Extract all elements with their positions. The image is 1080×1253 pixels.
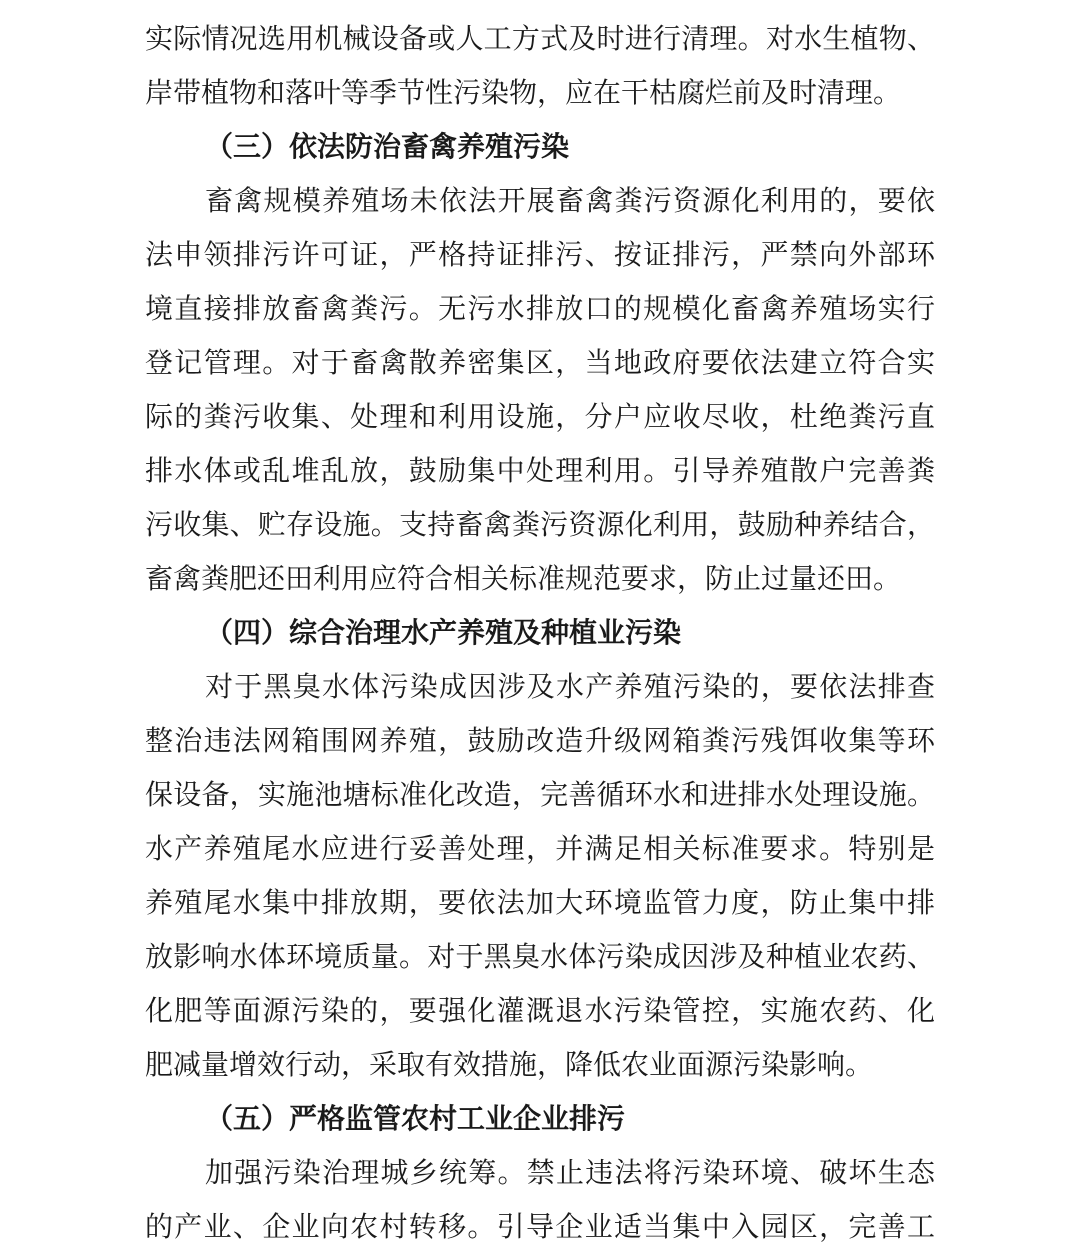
text-line: 加强污染治理城乡统筹。禁止违法将污染环境、破坏生态 <box>205 1158 935 1189</box>
text-line: 际的粪污收集、处理和利用设施，分户应收尽收，杜绝粪污直 <box>145 402 935 433</box>
text-line: 岸带植物和落叶等季节性污染物，应在干枯腐烂前及时清理。 <box>145 78 902 109</box>
text-line: 畜禽规模养殖场未依法开展畜禽粪污资源化利用的，要依 <box>205 186 935 217</box>
text-line: 畜禽粪肥还田利用应符合相关标准规范要求，防止过量还田。 <box>145 564 902 595</box>
text-line: 境直接排放畜禽粪污。无污水排放口的规模化畜禽养殖场实行 <box>145 294 935 325</box>
paragraph <box>145 661 935 1093</box>
text-line: 登记管理。对于畜禽散养密集区，当地政府要依法建立符合实 <box>145 348 935 379</box>
text-line: 排水体或乱堆乱放，鼓励集中处理利用。引导养殖散户完善粪 <box>145 456 935 487</box>
text-line: 放影响水体环境质量。对于黑臭水体污染成因涉及种植业农药、 <box>145 942 935 973</box>
section-heading <box>145 121 935 175</box>
text-line: 实际情况选用机械设备或人工方式及时进行清理。对水生植物、 <box>145 24 935 55</box>
paragraph <box>145 175 935 607</box>
text-line: 法申领排污许可证，严格持证排污、按证排污，严禁向外部环 <box>145 240 935 271</box>
heading-line: （五）严格监管农村工业企业排污 <box>205 1104 626 1135</box>
text-line: 养殖尾水集中排放期，要依法加大环境监管力度，防止集中排 <box>145 888 935 919</box>
text-line: 化肥等面源污染的，要强化灌溉退水污染管控，实施农药、化 <box>145 996 935 1027</box>
text-line: 保设备，实施池塘标准化改造，完善循环水和进排水处理设施。 <box>145 780 935 811</box>
text-line: 肥减量增效行动，采取有效措施，降低农业面源污染影响。 <box>145 1050 874 1081</box>
document-content <box>145 13 935 1253</box>
paragraph <box>145 1147 935 1253</box>
text-line: 污收集、贮存设施。支持畜禽粪污资源化利用，鼓励种养结合， <box>145 510 935 541</box>
text-line: 对于黑臭水体污染成因涉及水产养殖污染的，要依法排查 <box>205 672 935 703</box>
text-line: 水产养殖尾水应进行妥善处理，并满足相关标准要求。特别是 <box>145 834 935 865</box>
heading-line: （三）依法防治畜禽养殖污染 <box>205 132 570 163</box>
section-heading <box>145 607 935 661</box>
section-heading <box>145 1093 935 1147</box>
paragraph <box>145 13 935 121</box>
text-line: 的产业、企业向农村转移。引导企业适当集中入园区，完善工 <box>145 1212 935 1243</box>
heading-line: （四）综合治理水产养殖及种植业污染 <box>205 618 682 649</box>
text-line: 整治违法网箱围网养殖，鼓励改造升级网箱粪污残饵收集等环 <box>145 726 935 757</box>
